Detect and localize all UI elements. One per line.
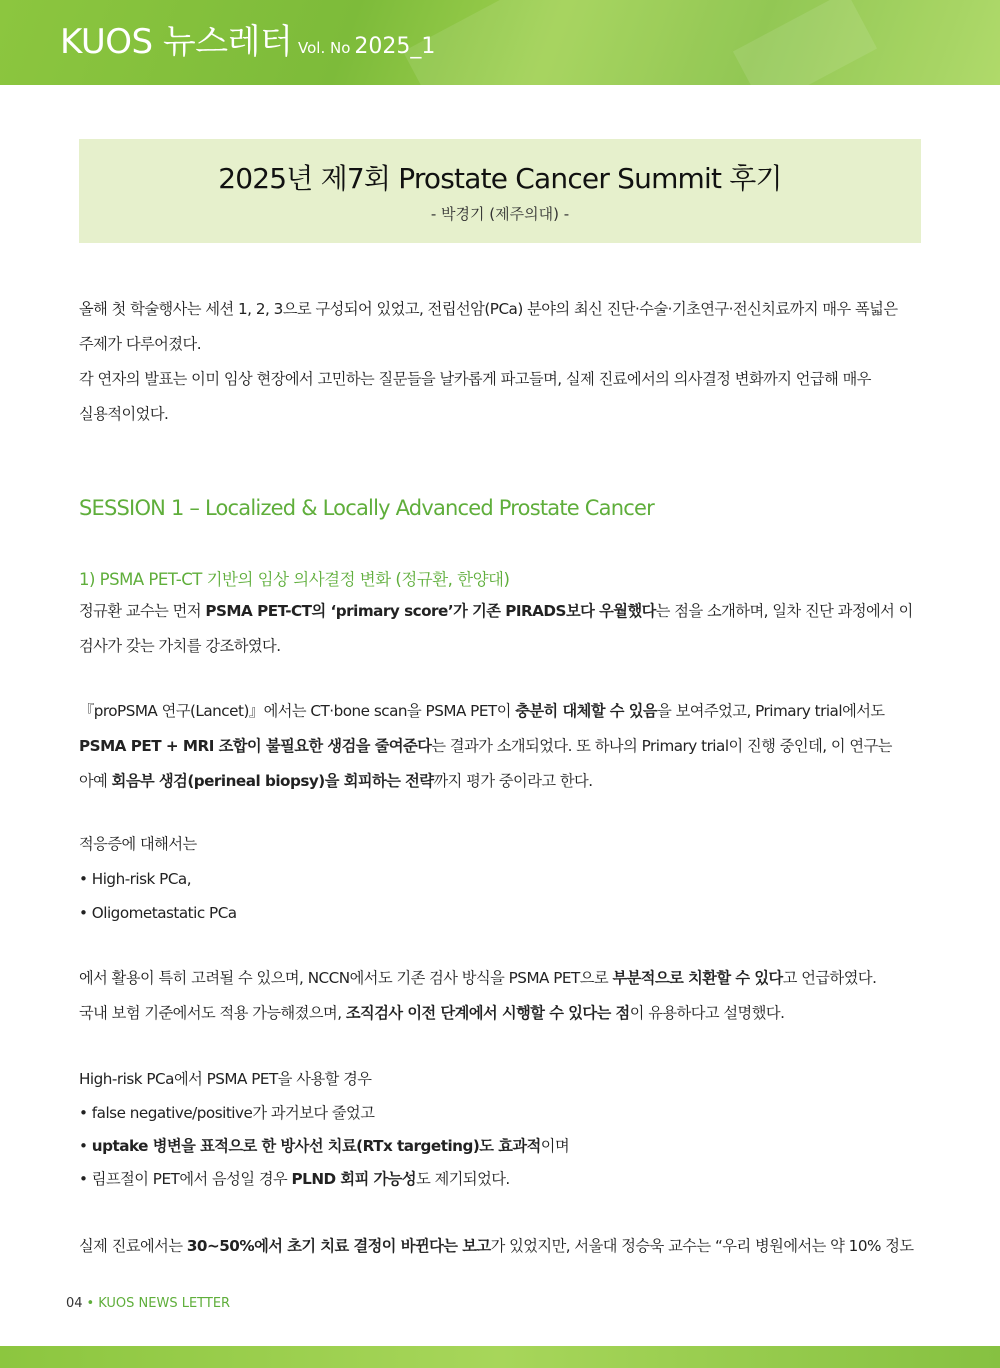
text-run: 이며 (540, 1137, 570, 1155)
paragraph-line (79, 1229, 921, 1264)
bold-text: 충분히 대체할 수 있음 (515, 702, 658, 720)
intro-line: 올해 첫 학술행사는 세션 1, 2, 3으로 구성되어 있었고, 전립선암(PCa) 분야의 최신 진단·수술·기초연구·전신치료까지 매우 폭넓은 (79, 300, 898, 318)
bold-text: 회음부 생검(perineal biopsy)을 회피하는 전략 (111, 772, 434, 790)
bold-text: 부분적으로 치환할 수 있다 (612, 969, 783, 987)
intro-line: 주제가 다루어졌다. (79, 335, 202, 353)
text-run: 이 유용하다고 설명했다. (629, 1004, 785, 1022)
bold-text: PLND 회피 가능성 (291, 1170, 417, 1188)
text-run: 는 결과가 소개되었다. 또 하나의 Primary trial이 진행 중인데, 이 연구는 (431, 737, 892, 755)
text-run: 까지 평가 중이라고 한다. (433, 772, 593, 790)
session-heading: SESSION 1 – Localized & Locally Advanced Prostate Cancer (79, 496, 654, 520)
article-author: - 박경기 (제주의대) - (430, 205, 570, 223)
list-item (79, 1129, 921, 1164)
article-title: 2025년 제7회 Prostate Cancer Summit 후기 (218, 162, 782, 195)
bold-text: PSMA PET + MRI 조합이 불필요한 생검을 줄여준다 (79, 737, 432, 755)
volume-prefix: Vol. No (298, 39, 351, 57)
list-item: • Oligometastatic PCa (79, 904, 237, 922)
volume-label (298, 34, 435, 59)
bold-text: PSMA PET-CT의 ‘primary score’가 기존 PIRADS보다 우월했다 (205, 602, 656, 620)
text-run: 실제 진료에서는 (79, 1237, 187, 1255)
page-number: 04 (66, 1296, 83, 1311)
text-run: 정규환 교수는 먼저 (79, 602, 206, 620)
paragraph-line (79, 996, 921, 1031)
list-item: • High-risk PCa, (79, 870, 192, 888)
volume-number: 2025_1 (354, 34, 436, 59)
newsletter-name: KUOS NEWS LETTER (98, 1296, 231, 1311)
text-run: • 림프절이 PET에서 음성일 경우 (79, 1170, 292, 1188)
paragraph-line (79, 961, 921, 996)
bold-text: 조직검사 이전 단계에서 시행할 수 있다는 점 (345, 1004, 630, 1022)
subsection-heading: 1) PSMA PET-CT 기반의 임상 의사결정 변화 (정규환, 한양대) (79, 570, 510, 589)
article-title-box (79, 139, 921, 243)
paragraph-line (79, 594, 921, 629)
paragraph-line: 검사가 갖는 가치를 강조하였다. (79, 637, 281, 655)
text-run: • (79, 1137, 92, 1155)
bottom-decoration-bar (0, 1346, 1000, 1368)
text-run: 『proPSMA 연구(Lancet)』에서는 CT·bone scan을 PSMA PET이 (79, 702, 516, 720)
paragraph-line (79, 694, 921, 729)
intro-line: 각 연자의 발표는 이미 임상 현장에서 고민하는 질문들을 날카롭게 파고들며, 실제 진료에서의 의사결정 변화까지 언급해 매우 (79, 370, 871, 388)
page-footer (66, 1296, 230, 1311)
list-item (79, 1162, 921, 1197)
newsletter-header (0, 0, 1000, 85)
intro-line: 실용적이었다. (79, 405, 169, 423)
text-run: 을 보여주었고, Primary trial에서도 (657, 702, 885, 720)
bullet-separator: • (86, 1296, 95, 1311)
bold-text: 30~50%에서 초기 치료 결정이 바뀐다는 보고 (186, 1237, 491, 1255)
paragraph-line (79, 729, 921, 764)
text-run: 는 점을 소개하며, 일차 진단 과정에서 이 (655, 602, 913, 620)
text-run: 가 있었지만, 서울대 정승욱 교수는 “우리 병원에서는 약 10% 정도 (490, 1237, 914, 1255)
text-run: 아예 (79, 772, 112, 790)
text-run: 국내 보험 기준에서도 적용 가능해졌으며, (79, 1004, 346, 1022)
newsletter-title: KUOS 뉴스레터 (60, 22, 293, 62)
paragraph-line (79, 764, 921, 799)
text-run: 에서 활용이 특히 고려될 수 있으며, NCCN에서도 기존 검사 방식을 PSMA PET으로 (79, 969, 613, 987)
text-run: 도 제기되었다. (416, 1170, 510, 1188)
list-item: • false negative/positive가 과거보다 줄었고 (79, 1104, 375, 1122)
text-run: 고 언급하였다. (782, 969, 877, 987)
bold-text: uptake 병변을 표적으로 한 방사선 치료(RTx targeting)도 효과적 (91, 1137, 541, 1155)
paragraph-line: 적응증에 대해서는 (79, 835, 197, 853)
paragraph-line: High-risk PCa에서 PSMA PET을 사용할 경우 (79, 1070, 372, 1088)
